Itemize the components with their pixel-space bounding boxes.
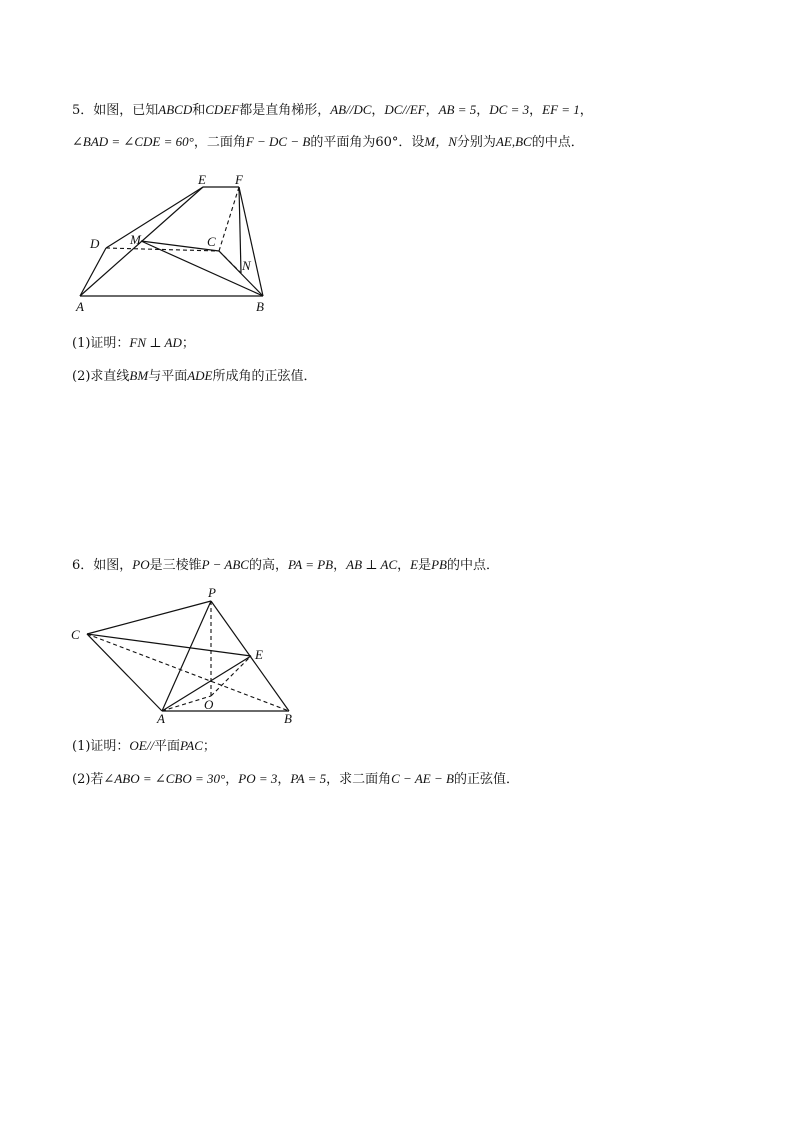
problem-6-figure: [0, 580, 794, 730]
label-C: C: [71, 627, 80, 642]
label-E: E: [198, 172, 206, 187]
label-O: O: [204, 697, 214, 712]
label-B: B: [284, 711, 292, 726]
edge-CF-hidden: [219, 187, 239, 251]
problem-6-stem: 6．如图，PO是三棱锥P − ABC的高，PA = PB，AB ⊥ AC，E是PB的中点．: [72, 557, 499, 573]
problem-5-stem-line-2: ∠BAD = ∠CDE = 60°，二面角F − DC − B的平面角为60°．设M，N分别为AE,BC的中点．: [72, 134, 584, 150]
edge-CA: [87, 634, 162, 711]
label-A: A: [76, 299, 84, 314]
problem-5-part-1: (1)证明：FN ⊥ AD；: [72, 335, 195, 351]
edge-FB: [239, 187, 263, 296]
problem-5-number: 5．: [72, 103, 94, 118]
label-F: F: [235, 172, 243, 187]
edge-AP: [162, 601, 211, 711]
problem-5-figure: [0, 0, 794, 330]
label-B: B: [256, 299, 264, 314]
edge-CE: [87, 634, 251, 656]
edge-FN: [239, 187, 241, 273]
label-D: D: [90, 236, 100, 251]
problem-5-stem-line-1: 5．如图，已知ABCD和CDEF都是直角梯形，AB//DC，DC//EF，AB = 5，DC = 3，EF = 1，: [72, 102, 593, 118]
edge-CP: [87, 601, 211, 634]
edge-CB-hidden: [87, 634, 289, 711]
edge-OE-hidden: [211, 656, 251, 696]
edge-AD: [80, 248, 106, 296]
edge-DE: [106, 187, 203, 248]
label-A: A: [157, 711, 165, 726]
label-P: P: [208, 585, 216, 600]
problem-6-number: 6．: [72, 558, 94, 573]
problem-5-part-2: (2)求直线BM与平面ADE所成角的正弦值．: [72, 368, 317, 384]
problem-6-part-2: (2)若∠ABO = ∠CBO = 30°，PO = 3，PA = 5，求二面角C − AE − B的正弦值．: [72, 771, 519, 787]
label-N: N: [242, 258, 251, 273]
problem-6-part-1: (1)证明：OE//平面PAC；: [72, 738, 216, 754]
label-E: E: [255, 647, 263, 662]
label-M: M: [130, 232, 141, 247]
label-C: C: [207, 234, 216, 249]
edge-PB: [211, 601, 289, 711]
